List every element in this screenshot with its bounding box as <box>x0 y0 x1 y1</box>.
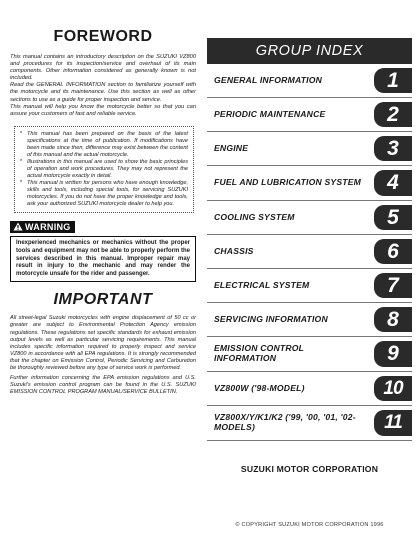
important-text <box>10 315 196 396</box>
bullet-icon: * <box>20 158 23 165</box>
group-index-row[interactable] <box>207 337 412 372</box>
group-index-label: COOLING SYSTEM <box>214 211 295 222</box>
foreword-paragraph: Read the GENERAL INFORMATION section to familiarize yourself with the motorcycle and its maintenance. Use this section as well as other sections to use as a guide for proper inspection and service. <box>10 82 196 103</box>
group-index-tab[interactable]: 6 <box>374 239 412 264</box>
group-index-row[interactable] <box>207 269 412 303</box>
group-index-row[interactable] <box>207 406 412 441</box>
group-index-row[interactable] <box>207 201 412 235</box>
group-index-label: VZ800X/Y/K1/K2 ('99, '00, '01, '02-MODELS) <box>214 412 356 432</box>
note-text: Illustrations in this manual are used to show the basic principles of operation and work procedures. They may not represent the actual motorcycle exactly in detail. <box>27 158 188 179</box>
foreword-text <box>10 54 196 118</box>
warning-label: WARNING <box>25 221 71 232</box>
warning-header <box>10 221 75 233</box>
foreword-paragraph: This manual will help you know the motorcycle better so that you can assure your customers of fast and reliable service. <box>10 103 196 117</box>
group-index-label: SERVICING INFORMATION <box>214 313 328 324</box>
group-index-label: ENGINE <box>214 142 249 153</box>
important-paragraph: All street-legal Suzuki motorcycles with engine displacement of 50 cc or greater are subject to Environmental Protection Agency emission regulations. These regulations set specific standards for exhaust emission output levels as well as particular servicing requirements. This manual includes specific information required to properly inspect and service VZ800 in accordance with all EPA regulations. It is strongly recommended that the chapter on Emission Control, Periodic Servicing and Carburetion be thoroughly reviewed before any type of service work is performed. <box>10 315 196 371</box>
group-index-tab[interactable]: 3 <box>374 136 412 161</box>
copyright-notice: © COPYRIGHT SUZUKI MOTOR CORPORATION 1996 <box>235 522 384 528</box>
group-index-label: ELECTRICAL SYSTEM <box>214 279 310 290</box>
group-index-label: VZ800W ('98-MODEL) <box>214 382 305 393</box>
group-index <box>207 38 412 441</box>
group-index-row[interactable] <box>207 166 412 201</box>
group-index-tab[interactable]: 10 <box>374 376 412 401</box>
bullet-icon: * <box>20 179 23 186</box>
group-index-tab[interactable]: 2 <box>374 102 412 127</box>
note-text: This manual is written for persons who have enough knowledge, skills and tools, including special tools, for servicing SUZUKI motorcycles. If you do not have the proper knowledge and tools, ask your authorized SUZUKI motorcycle dealer to help you. <box>27 179 188 207</box>
note-item <box>20 131 188 159</box>
group-index-label: FUEL AND LUBRICATION SYSTEM <box>214 177 362 188</box>
important-title: IMPORTANT <box>53 291 153 309</box>
foreword-title: FOREWORD <box>53 28 153 45</box>
group-index-tab[interactable]: 8 <box>374 307 412 332</box>
group-index-tab[interactable]: 5 <box>374 205 412 230</box>
group-index-label: EMISSION CONTROL INFORMATION <box>214 343 304 363</box>
group-index-tab[interactable]: 9 <box>374 341 412 367</box>
note-item <box>20 180 188 208</box>
group-index-row[interactable] <box>207 132 412 166</box>
group-index-row[interactable] <box>207 303 412 337</box>
group-index-tab[interactable]: 7 <box>374 273 412 298</box>
left-column <box>10 28 196 396</box>
group-index-tab[interactable]: 11 <box>374 410 412 436</box>
warning-text: Inexperienced mechanics or mechanics without the proper tools and equipment may not be able to properly perform the services described in this manual. Improper repair may result in injury to the mechanic and may render the motorcycle unsafe for the rider and passenger. <box>16 240 190 277</box>
group-index-label: GENERAL INFORMATION <box>214 74 323 85</box>
warning-box <box>10 236 196 282</box>
group-index-label: PERIODIC MAINTENANCE <box>214 108 326 119</box>
group-index-tab[interactable]: 1 <box>374 68 412 93</box>
group-index-row[interactable] <box>207 64 412 98</box>
bullet-icon: * <box>20 130 23 137</box>
note-text: This manual has been prepared on the basis of the latest specifications at the time of publication. If modifications have been made since then, difference may exist between the content of this manual and the actual motorcycle. <box>27 130 188 158</box>
group-index-row[interactable] <box>207 98 412 132</box>
group-index-row[interactable] <box>207 372 412 406</box>
group-index-tab[interactable]: 4 <box>374 170 412 196</box>
notes-box <box>14 126 194 213</box>
foreword-paragraph: This manual contains an introductory description on the SUZUKI VZ800 and procedures for its inspection/service and overhaul of its main components. Other information considered as generally known is not included. <box>10 54 196 82</box>
group-index-title: GROUP INDEX <box>207 38 412 64</box>
important-paragraph: Further information concerning the EPA emission regulations and U.S. Suzuki's emission control program can be found in the U.S. SUZUKI EMISSION CONTROL PROGRAM MANUAL/SERVICE BULLETIN. <box>10 375 196 396</box>
note-item <box>20 159 188 180</box>
corporation-name: SUZUKI MOTOR CORPORATION <box>240 464 379 474</box>
warning-triangle-icon <box>13 222 23 231</box>
group-index-label: CHASSIS <box>214 245 254 256</box>
group-index-row[interactable] <box>207 235 412 269</box>
